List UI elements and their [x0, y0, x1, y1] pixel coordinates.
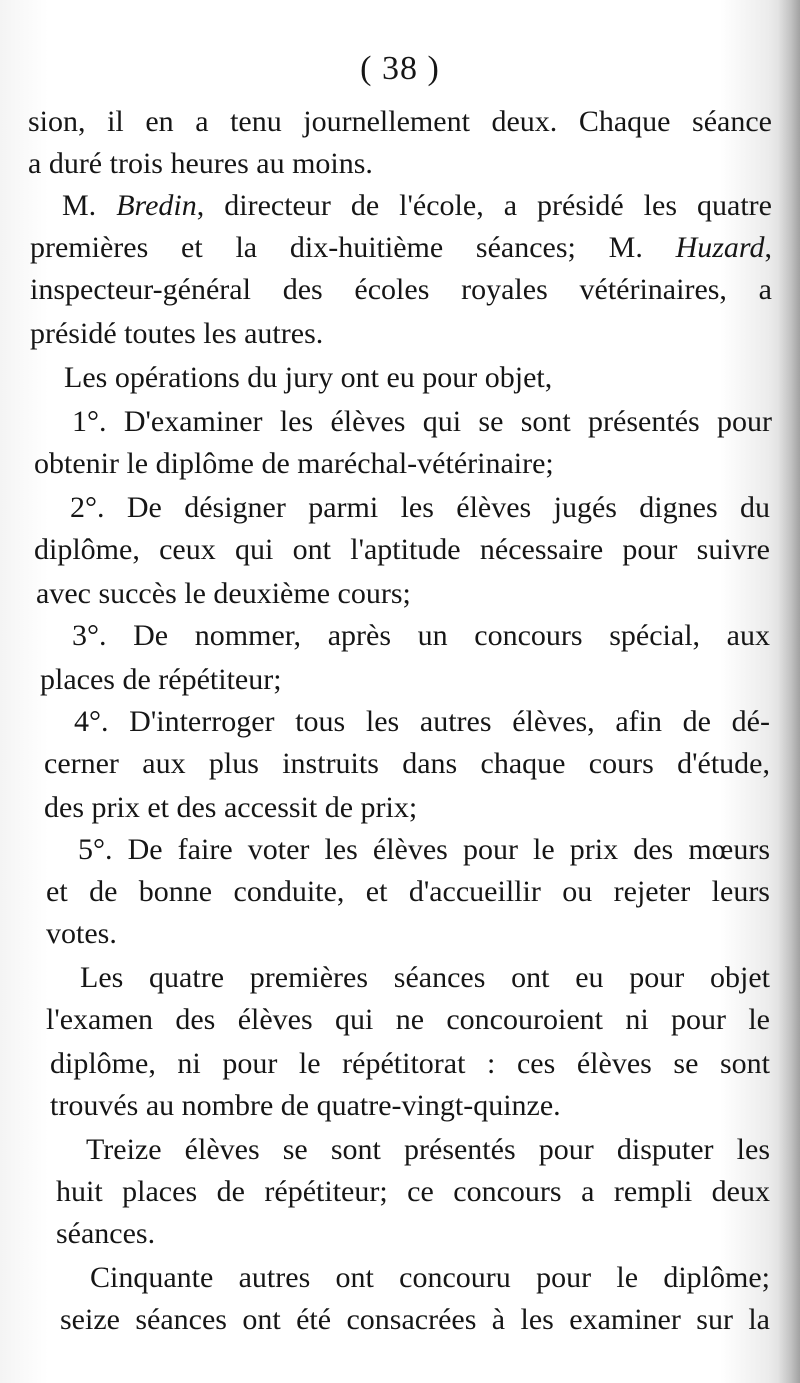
text-line [34, 444, 620, 484]
text-segment: , [764, 231, 772, 264]
text-segment: et de bonne conduite, et d'accueillir ou rejeter leurs [46, 875, 770, 908]
text-segment: des prix et des accessit de prix; [44, 791, 418, 824]
text-segment: sion, il en a tenu journellement deux. Chaque séance [28, 105, 772, 138]
text-line [44, 744, 770, 784]
text-segment: inspecteur-général des écoles royales vétérinaires, a [30, 273, 772, 306]
text-segment: diplôme, ceux qui ont l'aptitude nécessaire pour suivre [34, 533, 770, 566]
text-line [60, 1300, 770, 1340]
text-line [62, 186, 772, 226]
text-line [46, 1000, 770, 1040]
text-line [30, 228, 772, 268]
text-segment: diplôme, ni pour le répétitorat : ces élèves se sont [50, 1047, 770, 1080]
text-segment: 5°. De faire voter les élèves pour le prix des mœurs [78, 833, 770, 866]
text-line [70, 488, 770, 528]
text-line [30, 270, 772, 310]
text-line [46, 872, 770, 912]
text-segment: obtenir le diplôme de maréchal-vétérinaire; [34, 447, 554, 480]
text-line [30, 314, 380, 354]
text-segment: premières et la dix-huitième séances; M. [30, 231, 676, 264]
text-segment: l'examen des élèves qui ne concouroient ni pour le [46, 1003, 770, 1036]
text-segment: 1°. D'examiner les élèves qui se sont présentés pour [72, 405, 772, 438]
text-segment: avec succès le deuxième cours; [36, 577, 411, 610]
text-line [78, 830, 770, 870]
text-segment: , directeur de l'école, a présidé les quatre [196, 189, 772, 222]
text-segment: cerner aux plus instruits dans chaque cours d'étude, [44, 747, 770, 780]
text-segment: 4°. D'interroger tous les autres élèves, afin de dé- [74, 705, 770, 738]
text-line [64, 358, 630, 398]
text-segment: Les quatre premières séances ont eu pour objet [80, 961, 770, 994]
text-segment: votes. [46, 917, 117, 950]
text-segment: M. [62, 189, 117, 222]
text-line [80, 958, 770, 998]
text-line [56, 1214, 220, 1254]
text-line [86, 1130, 770, 1170]
text-line [44, 788, 480, 828]
italic-name: Huzard [675, 231, 765, 264]
text-segment: Treize élèves se sont présentés pour disputer les [86, 1133, 770, 1166]
text-line [46, 914, 140, 954]
text-line [72, 616, 770, 656]
text-segment: Les opérations du jury ont eu pour objet, [64, 361, 553, 394]
text-segment: séances. [56, 1217, 156, 1250]
text-segment: 3°. De nommer, après un concours spécial, aux [72, 619, 770, 652]
page-gutter-shadow [778, 0, 800, 1383]
text-line [40, 660, 340, 700]
text-segment: huit places de répétiteur; ce concours a rempli deux [56, 1175, 770, 1208]
text-segment: a duré trois heures au moins. [28, 147, 373, 180]
text-line [34, 530, 770, 570]
text-line [28, 144, 600, 184]
italic-name: Bredin [116, 189, 197, 222]
text-line [72, 402, 772, 442]
text-line [28, 102, 772, 142]
page-number: ( 38 ) [360, 50, 440, 87]
text-segment: trouvés au nombre de quatre-vingt-quinze. [50, 1089, 561, 1122]
text-line [50, 1044, 770, 1084]
text-segment: places de répétiteur; [40, 663, 282, 696]
text-segment: présidé toutes les autres. [30, 317, 324, 350]
text-line [90, 1258, 770, 1298]
text-line [36, 574, 480, 614]
text-segment: seize séances ont été consacrées à les examiner sur la [60, 1303, 770, 1336]
text-line [50, 1086, 720, 1126]
text-line [74, 702, 770, 742]
text-segment: Cinquante autres ont concouru pour le diplôme; [90, 1261, 770, 1294]
text-segment: 2°. De désigner parmi les élèves jugés dignes du [70, 491, 770, 524]
text-line [56, 1172, 770, 1212]
